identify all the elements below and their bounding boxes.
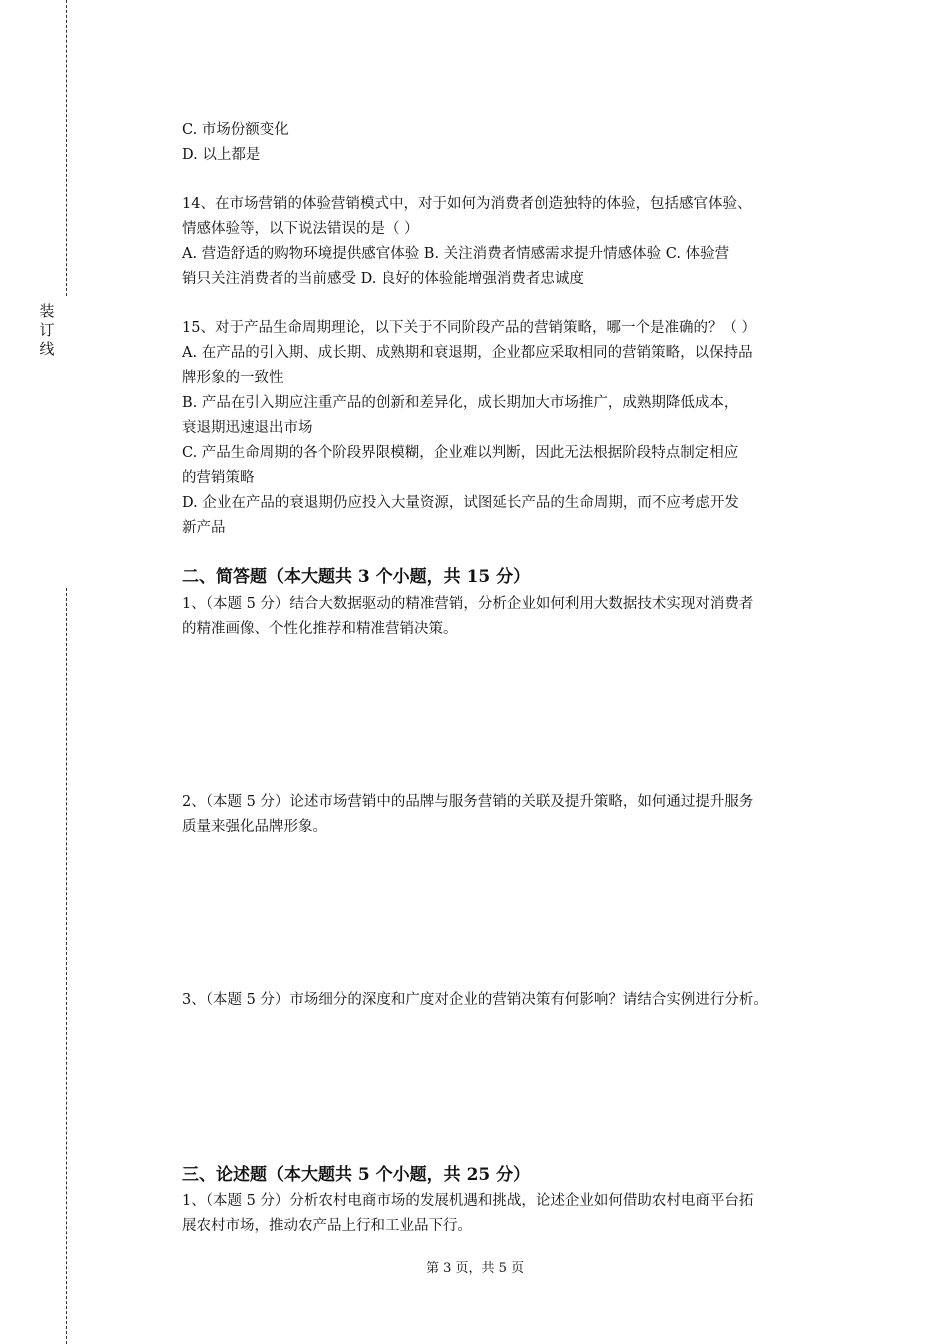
- q14-line: A. 营造舒适的购物环境提供感官体验 B. 关注消费者情感需求提升情感体验 C. 体验营: [182, 246, 730, 262]
- section3-q1-line: 展农村市场，推动农产品上行和工业品下行。: [182, 1218, 472, 1234]
- q14-line: 情感体验等，以下说法错误的是（ ）: [182, 221, 419, 237]
- page-number: 第 3 页，共 5 页: [425, 1261, 525, 1276]
- section3-title: 三、论述题（本大题共 5 个小题，共 25 分）: [182, 1165, 531, 1185]
- section3-q1-line: 1、（本题 5 分）分析农村电商市场的发展机遇和挑战，论述企业如何借助农村电商平台拓: [182, 1193, 754, 1209]
- q13-option-d: D. 以上都是: [182, 147, 261, 163]
- binding-char: 订: [39, 321, 55, 339]
- section2-q1-line: 的精准画像、个性化推荐和精准营销决策。: [182, 621, 458, 637]
- section2-q3-line: 3、（本题 5 分）市场细分的深度和广度对企业的营销决策有何影响？请结合实例进行分析。: [182, 992, 768, 1008]
- q15-line: D. 企业在产品的衰退期仍应投入大量资源，试图延长产品的生命周期，而不应考虑开发: [182, 495, 739, 511]
- q15-line: A. 在产品的引入期、成长期、成熟期和衰退期，企业都应采取相同的营销策略，以保持品: [182, 345, 753, 361]
- section2-q2-line: 2、（本题 5 分）论述市场营销中的品牌与服务营销的关联及提升策略，如何通过提升服务: [182, 794, 754, 810]
- binding-dashed-line-bottom: [66, 588, 67, 1344]
- q15-line: 的营销策略: [182, 470, 255, 486]
- binding-char: 装: [39, 302, 55, 320]
- binding-char: 线: [39, 340, 55, 358]
- section2-q2-line: 质量来强化品牌形象。: [182, 819, 327, 835]
- q15-line: 15、对于产品生命周期理论，以下关于不同阶段产品的营销策略，哪一个是准确的？（ ）: [182, 320, 757, 336]
- q13-option-c: C. 市场份额变化: [182, 122, 289, 138]
- q14-line: 14、在市场营销的体验营销模式中，对于如何为消费者创造独特的体验，包括感官体验、: [182, 196, 752, 212]
- q15-line: 衰退期迅速退出市场: [182, 420, 313, 436]
- section2-title: 二、简答题（本大题共 3 个小题，共 15 分）: [182, 567, 531, 587]
- q14-line: 销只关注消费者的当前感受 D. 良好的体验能增强消费者忠诚度: [182, 271, 584, 287]
- binding-line-label: [38, 302, 56, 359]
- section2-q1-line: 1、（本题 5 分）结合大数据驱动的精准营销，分析企业如何利用大数据技术实现对消费者: [182, 596, 754, 612]
- q15-line: 牌形象的一致性: [182, 370, 284, 386]
- q15-line: 新产品: [182, 520, 226, 536]
- binding-dashed-line-top: [66, 0, 67, 296]
- q15-line: B. 产品在引入期应注重产品的创新和差异化，成长期加大市场推广，成熟期降低成本，: [182, 395, 739, 411]
- q15-line: C. 产品生命周期的各个阶段界限模糊，企业难以判断，因此无法根据阶段特点制定相应: [182, 445, 739, 461]
